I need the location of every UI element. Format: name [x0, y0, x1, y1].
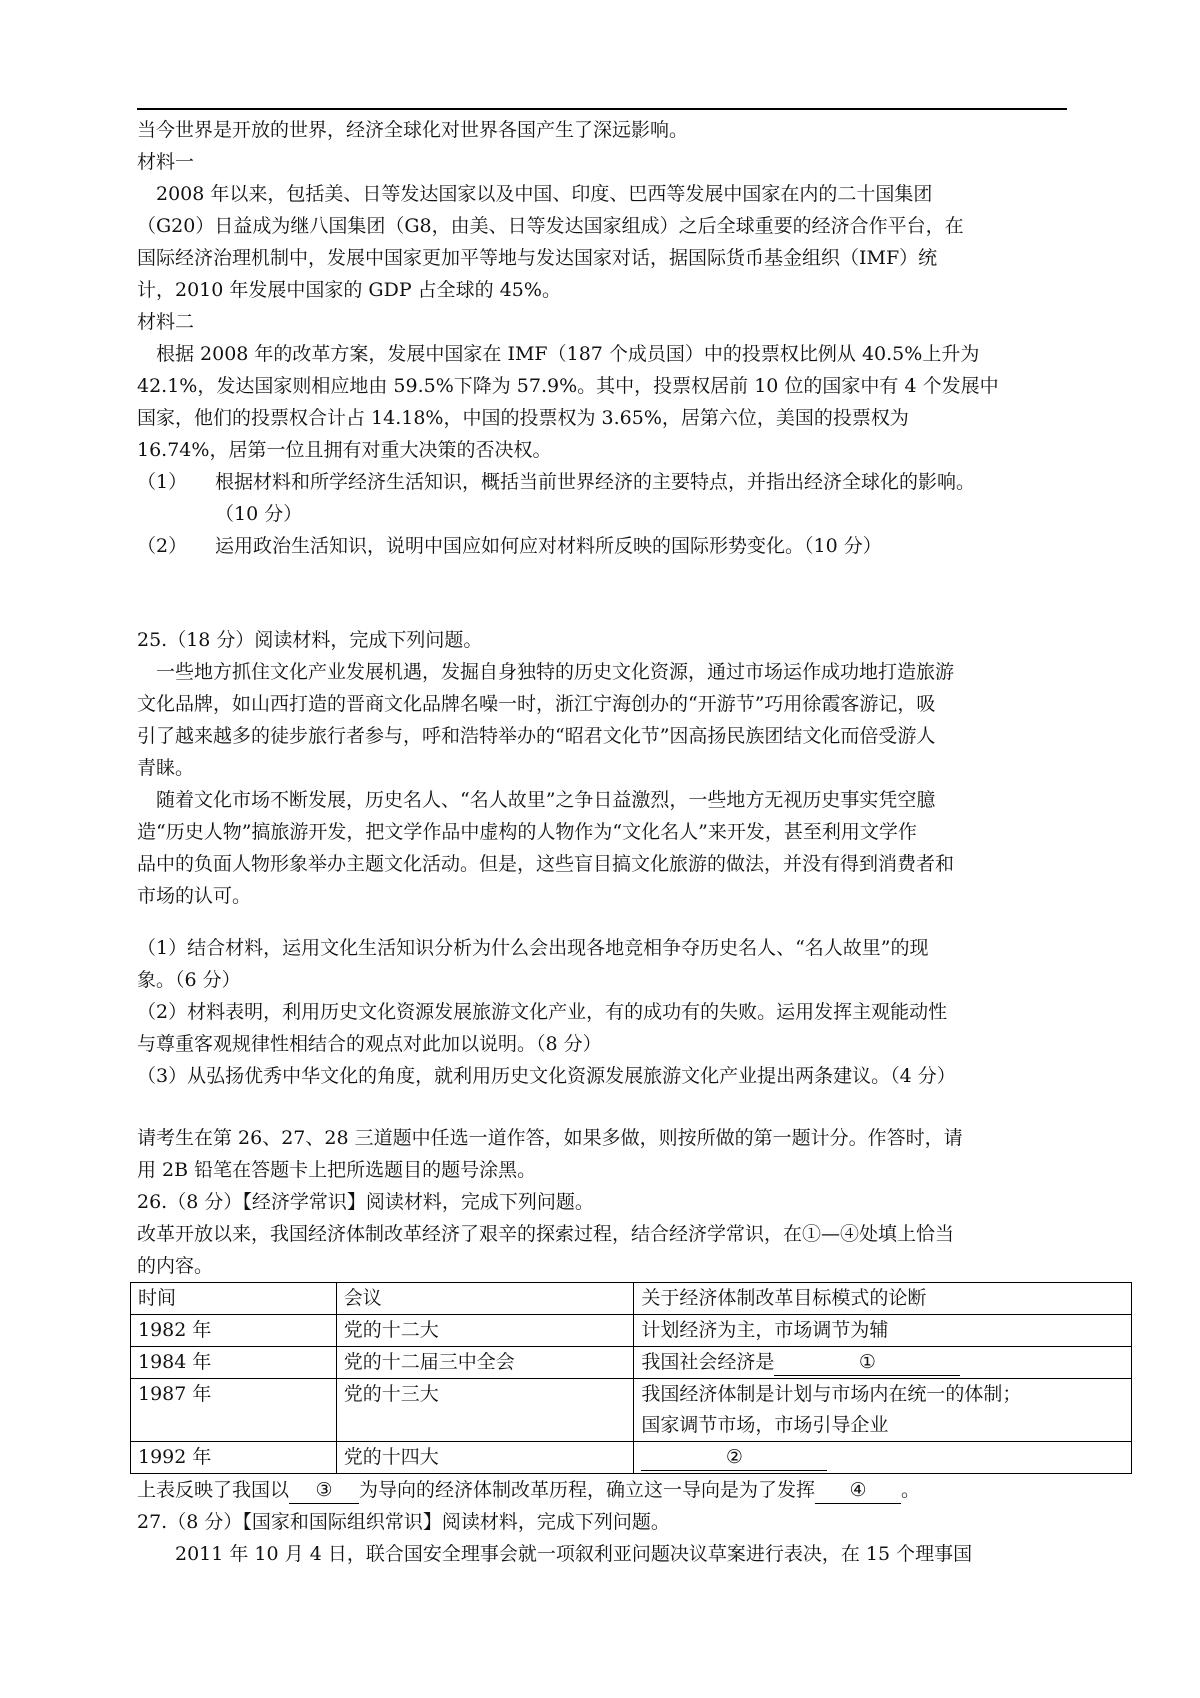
conclusion-line: 国家调节市场，市场引导企业 — [641, 1414, 889, 1436]
q25-title: 25.（18 分）阅读材料，完成下列问题。 — [137, 629, 483, 651]
choose-instruction-line: 请考生在第 26、27、28 三道题中任选一道作答，如果多做，则按所做的第一题计分。作答时，请 — [137, 1127, 963, 1149]
reform-table — [130, 1282, 1132, 1474]
page-content — [137, 114, 1067, 1570]
q24-sub1-line: （10 分） — [215, 503, 303, 525]
table-row — [131, 1315, 1132, 1347]
q25-question-line: 象。（6 分） — [137, 969, 241, 991]
table-cell-meeting: 党的十二大 — [336, 1315, 634, 1347]
material1-label: 材料一 — [137, 151, 195, 173]
q24-sub2-number: （2） — [137, 535, 188, 557]
q24-sub1-text — [215, 466, 1067, 530]
table-cell-year: 1987 年 — [131, 1379, 337, 1442]
choose-instruction-line: 用 2B 铅笔在答题卡上把所选题目的题号涂黑。 — [137, 1159, 537, 1181]
q25-para2-line: 造“历史人物”搞旅游开发，把文学作品中虚构的人物作为“文化名人”来开发，甚至利用文学作 — [137, 821, 917, 843]
q24-sub2-text: 运用政治生活知识，说明中国应如何应对材料所反映的国际形势变化。（10 分） — [215, 535, 882, 557]
table-row — [131, 1347, 1132, 1379]
table-header-cell: 会议 — [336, 1283, 634, 1315]
q25-para1-line: 文化品牌，如山西打造的晋商文化品牌名噪一时，浙江宁海创办的“开游节”巧用徐霞客游记，吸 — [137, 693, 936, 715]
material1-line: （G20）日益成为继八国集团（G8，由美、日等发达国家组成）之后全球重要的经济合作平台，在 — [137, 215, 964, 237]
material2-line: 国家，他们的投票权合计占 14.18%，中国的投票权为 3.65%，居第六位，美国的投票权为 — [137, 407, 909, 429]
q24-sub1-line: 根据材料和所学经济生活知识，概括当前世界经济的主要特点，并指出经济全球化的影响。 — [215, 471, 976, 493]
conclusion-line: 我国经济体制是计划与市场内在统一的体制； — [641, 1383, 1022, 1405]
table-cell-meeting: 党的十四大 — [336, 1442, 634, 1474]
table-cell-conclusion: 计划经济为主，市场调节为辅 — [634, 1315, 1132, 1347]
material2-line: 16.74%，居第一位且拥有对重大决策的否决权。 — [137, 439, 552, 461]
q25-question-line: （2）材料表明，利用历史文化资源发展旅游文化产业，有的成功有的失败。运用发挥主观能动性 — [137, 1001, 948, 1023]
material2-line: 根据 2008 年的改革方案，发展中国家在 IMF（187 个成员国）中的投票权比例从 40.5%上升为 — [156, 343, 980, 365]
table-cell-meeting: 党的十二届三中全会 — [336, 1347, 634, 1379]
table-cell-year: 1992 年 — [131, 1442, 337, 1474]
material1-line: 计，2010 年发展中国家的 GDP 占全球的 45%。 — [137, 279, 561, 301]
table-cell-year: 1984 年 — [131, 1347, 337, 1379]
q24-sub2 — [137, 530, 1067, 562]
material1-line: 2008 年以来，包括美、日等发达国家以及中国、印度、巴西等发展中国家在内的二十国集团 — [156, 183, 933, 205]
table-row — [131, 1442, 1132, 1474]
table-header-cell: 关于经济体制改革目标模式的论断 — [634, 1283, 1132, 1315]
table-cell-meeting: 党的十三大 — [336, 1379, 634, 1442]
q24-sub1-number: （1） — [137, 471, 188, 493]
after-table-part2: 为导向的经济体制改革历程，确立这一导向是为了发挥 — [359, 1479, 816, 1501]
q25-para2-line: 随着文化市场不断发展，历史名人、“名人故里”之争日益激烈，一些地方无视历史事实凭空臆 — [156, 789, 936, 811]
q25-question-line: （1）结合材料，运用文化生活知识分析为什么会出现各地竞相争夺历史名人、“名人故里”的现 — [137, 937, 929, 959]
q24-sub1 — [137, 466, 1067, 530]
table-header-cell: 时间 — [131, 1283, 337, 1315]
table-header-row — [131, 1283, 1132, 1315]
top-rule — [137, 108, 1067, 110]
table-cell-conclusion — [634, 1442, 1132, 1474]
table-cell-conclusion — [634, 1347, 1132, 1379]
after-table-part1: 上表反映了我国以 — [137, 1479, 290, 1501]
q27-title: 27.（8 分）【国家和国际组织常识】阅读材料，完成下列问题。 — [137, 1511, 670, 1533]
blank-1: ① — [774, 1349, 960, 1376]
blank-3: ③ — [289, 1477, 359, 1504]
q25-para1-line: 一些地方抓住文化产业发展机遇，发掘自身独特的历史文化资源，通过市场运作成功地打造旅游 — [156, 661, 955, 683]
table-cell-year: 1982 年 — [131, 1315, 337, 1347]
q25-question-line: 与尊重客观规律性相结合的观点对此加以说明。（8 分） — [137, 1033, 602, 1055]
q26-intro-line: 的内容。 — [137, 1255, 214, 1277]
conclusion-prefix: 我国社会经济是 — [641, 1351, 775, 1373]
after-table-line — [137, 1474, 1067, 1506]
after-table-part3: 。 — [901, 1479, 921, 1501]
q25-para2-line: 市场的认可。 — [137, 885, 252, 907]
material2-label: 材料二 — [137, 311, 195, 333]
q26-title: 26.（8 分）【经济学常识】阅读材料，完成下列问题。 — [137, 1191, 594, 1213]
q27-line: 2011 年 10 月 4 日，联合国安全理事会就一项叙利亚问题决议草案进行表决，在 15 个理事国 — [175, 1543, 973, 1565]
q25-question-line: （3）从弘扬优秀中华文化的角度，就利用历史文化资源发展旅游文化产业提出两条建议。（4 分） — [137, 1065, 956, 1087]
table-cell-conclusion — [634, 1379, 1132, 1442]
q25-para1-line: 青睐。 — [137, 757, 195, 779]
q26-intro-line: 改革开放以来，我国经济体制改革经济了艰辛的探索过程，结合经济学常识，在①—④处填上恰当 — [137, 1223, 955, 1245]
blank-2: ② — [641, 1444, 827, 1471]
material1-line: 国际经济治理机制中，发展中国家更加平等地与发达国家对话，据国际货币基金组织（IMF）统 — [137, 247, 938, 269]
q25-para1-line: 引了越来越多的徒步旅行者参与，呼和浩特举办的“昭君文化节”因高扬民族团结文化而倍受游人 — [137, 725, 936, 747]
table-row — [131, 1379, 1132, 1442]
material2-line: 42.1%，发达国家则相应地由 59.5%下降为 57.9%。其中，投票权居前 10 位的国家中有 4 个发展中 — [137, 375, 999, 397]
intro-text: 当今世界是开放的世界，经济全球化对世界各国产生了深远影响。 — [137, 119, 689, 141]
q25-para2-line: 品中的负面人物形象举办主题文化活动。但是，这些盲目搞文化旅游的做法，并没有得到消费者和 — [137, 853, 955, 875]
blank-4: ④ — [815, 1477, 901, 1504]
